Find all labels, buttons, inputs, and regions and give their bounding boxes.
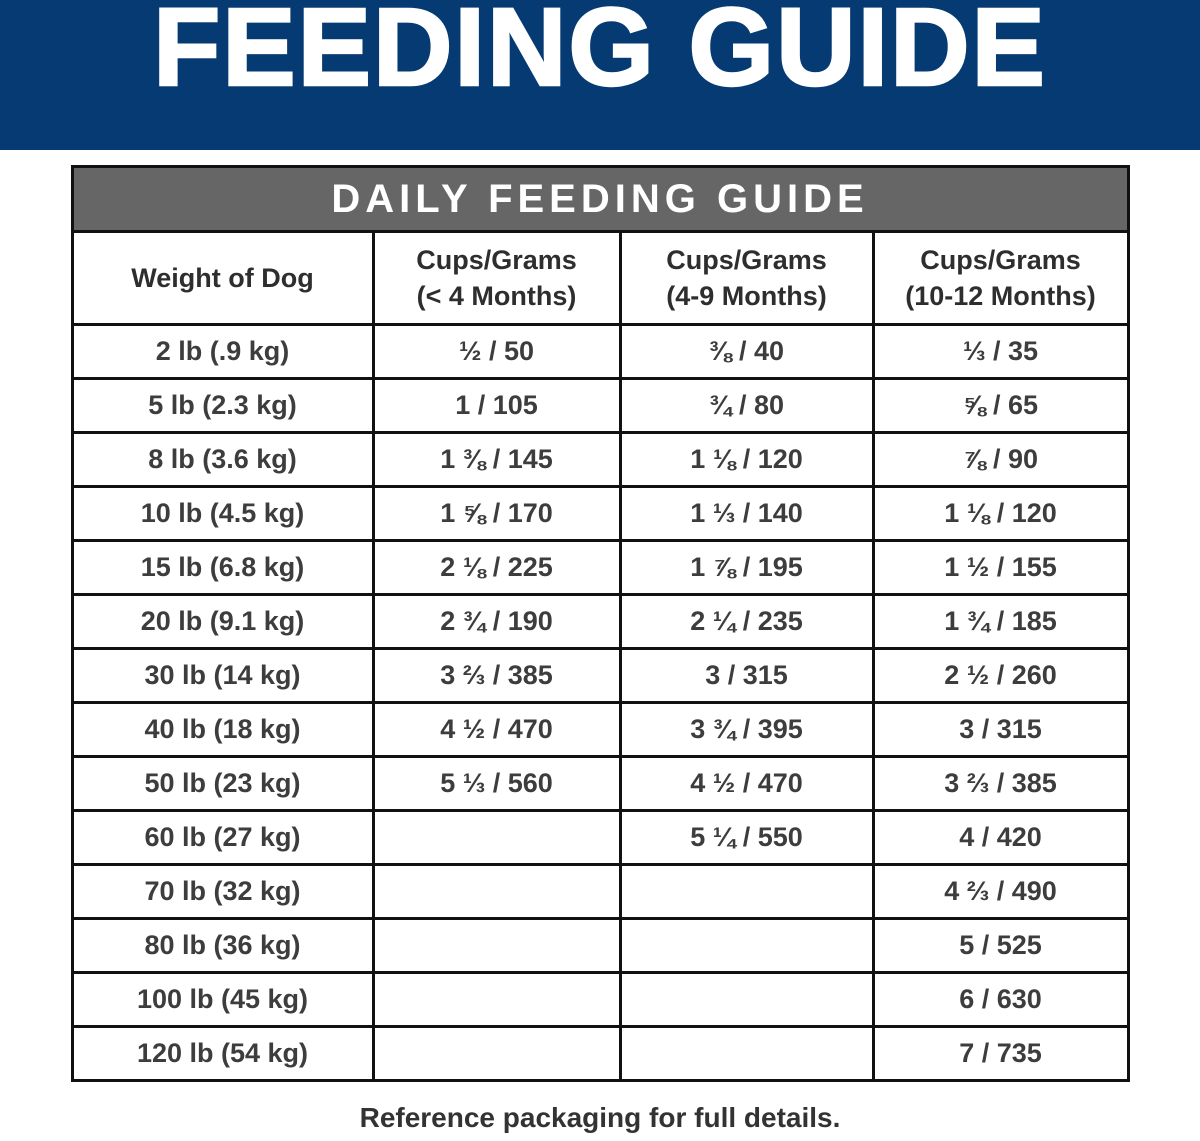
- cups-grams-10-12-months-cell: 4 / 420: [873, 811, 1128, 865]
- cups-grams-4-9-months-cell: 2 ¼ / 235: [620, 595, 873, 649]
- column-header-label: Cups/Grams: [416, 244, 577, 275]
- cups-grams-10-12-months-cell: ⅝ / 65: [873, 379, 1128, 433]
- cups-grams-4-9-months-cell: 1 ⅛ / 120: [620, 433, 873, 487]
- table-row: [72, 325, 1128, 379]
- weight-cell: 120 lb (54 kg): [72, 1027, 373, 1081]
- cups-grams-10-12-months-cell: 1 ½ / 155: [873, 541, 1128, 595]
- cups-grams-10-12-months-cell: 5 / 525: [873, 919, 1128, 973]
- cups-grams-under-4-months-cell: 2 ¾ / 190: [373, 595, 620, 649]
- weight-cell: 2 lb (.9 kg): [72, 325, 373, 379]
- cups-grams-under-4-months-cell: [373, 811, 620, 865]
- cups-grams-under-4-months-cell: 4 ½ / 470: [373, 703, 620, 757]
- table-row: [72, 541, 1128, 595]
- table-row: [72, 649, 1128, 703]
- column-header-sublabel: (10-12 Months): [905, 281, 1096, 311]
- cups-grams-4-9-months-cell: [620, 973, 873, 1027]
- cups-grams-under-4-months-cell: [373, 973, 620, 1027]
- cups-grams-10-12-months-cell: 3 ⅔ / 385: [873, 757, 1128, 811]
- cups-grams-4-9-months-cell: 4 ½ / 470: [620, 757, 873, 811]
- cups-grams-10-12-months-cell: 1 ¾ / 185: [873, 595, 1128, 649]
- column-header-label: Weight of Dog: [131, 262, 314, 293]
- cups-grams-10-12-months-cell: 6 / 630: [873, 973, 1128, 1027]
- cups-grams-4-9-months-cell: 3 ¾ / 395: [620, 703, 873, 757]
- cups-grams-under-4-months-cell: [373, 919, 620, 973]
- weight-cell: 10 lb (4.5 kg): [72, 487, 373, 541]
- table-row: [72, 379, 1128, 433]
- weight-cell: 30 lb (14 kg): [72, 649, 373, 703]
- cups-grams-4-9-months-cell: [620, 865, 873, 919]
- footer-note: Reference packaging for full details.: [359, 1102, 841, 1133]
- column-header-label: Cups/Grams: [920, 244, 1081, 275]
- cups-grams-4-9-months-cell: 1 ⅓ / 140: [620, 487, 873, 541]
- cups-grams-4-9-months-cell: ⅜ / 40: [620, 325, 873, 379]
- column-header-sublabel: (4-9 Months): [666, 281, 827, 311]
- table-row: [72, 973, 1128, 1027]
- column-header-label: Cups/Grams: [666, 244, 827, 275]
- cups-grams-10-12-months-cell: 4 ⅔ / 490: [873, 865, 1128, 919]
- cups-grams-10-12-months-cell: ⅞ / 90: [873, 433, 1128, 487]
- weight-cell: 20 lb (9.1 kg): [72, 595, 373, 649]
- column-header-4-9-months: [620, 232, 873, 325]
- column-header-under-4-months: [373, 232, 620, 325]
- cups-grams-10-12-months-cell: 7 / 735: [873, 1027, 1128, 1081]
- cups-grams-under-4-months-cell: 2 ⅛ / 225: [373, 541, 620, 595]
- cups-grams-4-9-months-cell: 3 / 315: [620, 649, 873, 703]
- table-row: [72, 595, 1128, 649]
- cups-grams-10-12-months-cell: ⅓ / 35: [873, 325, 1128, 379]
- table-row: [72, 1027, 1128, 1081]
- weight-cell: 15 lb (6.8 kg): [72, 541, 373, 595]
- cups-grams-4-9-months-cell: [620, 1027, 873, 1081]
- table-row: [72, 865, 1128, 919]
- cups-grams-under-4-months-cell: 1 ⅝ / 170: [373, 487, 620, 541]
- cups-grams-10-12-months-cell: 1 ⅛ / 120: [873, 487, 1128, 541]
- weight-cell: 50 lb (23 kg): [72, 757, 373, 811]
- column-header-weight: [72, 232, 373, 325]
- column-header-10-12-months: [873, 232, 1128, 325]
- cups-grams-under-4-months-cell: [373, 1027, 620, 1081]
- cups-grams-under-4-months-cell: 3 ⅔ / 385: [373, 649, 620, 703]
- weight-cell: 70 lb (32 kg): [72, 865, 373, 919]
- table-row: [72, 757, 1128, 811]
- cups-grams-under-4-months-cell: 1 ⅜ / 145: [373, 433, 620, 487]
- column-header-sublabel: (< 4 Months): [416, 281, 577, 311]
- table-title-row: [72, 167, 1128, 232]
- table-row: [72, 919, 1128, 973]
- cups-grams-4-9-months-cell: [620, 919, 873, 973]
- table-row: [72, 487, 1128, 541]
- feeding-table: [71, 165, 1130, 1082]
- weight-cell: 5 lb (2.3 kg): [72, 379, 373, 433]
- weight-cell: 8 lb (3.6 kg): [72, 433, 373, 487]
- cups-grams-4-9-months-cell: 1 ⅞ / 195: [620, 541, 873, 595]
- cups-grams-under-4-months-cell: ½ / 50: [373, 325, 620, 379]
- column-header-row: [72, 232, 1128, 325]
- cups-grams-under-4-months-cell: 5 ⅓ / 560: [373, 757, 620, 811]
- weight-cell: 40 lb (18 kg): [72, 703, 373, 757]
- page-title: FEEDING GUIDE: [153, 0, 1047, 109]
- table-row: [72, 703, 1128, 757]
- cups-grams-10-12-months-cell: 2 ½ / 260: [873, 649, 1128, 703]
- table-row: [72, 811, 1128, 865]
- banner: [0, 0, 1200, 150]
- cups-grams-4-9-months-cell: ¾ / 80: [620, 379, 873, 433]
- cups-grams-10-12-months-cell: 3 / 315: [873, 703, 1128, 757]
- weight-cell: 80 lb (36 kg): [72, 919, 373, 973]
- table-row: [72, 433, 1128, 487]
- weight-cell: 60 lb (27 kg): [72, 811, 373, 865]
- cups-grams-under-4-months-cell: 1 / 105: [373, 379, 620, 433]
- cups-grams-4-9-months-cell: 5 ¼ / 550: [620, 811, 873, 865]
- cups-grams-under-4-months-cell: [373, 865, 620, 919]
- table-title: DAILY FEEDING GUIDE: [72, 167, 1128, 232]
- weight-cell: 100 lb (45 kg): [72, 973, 373, 1027]
